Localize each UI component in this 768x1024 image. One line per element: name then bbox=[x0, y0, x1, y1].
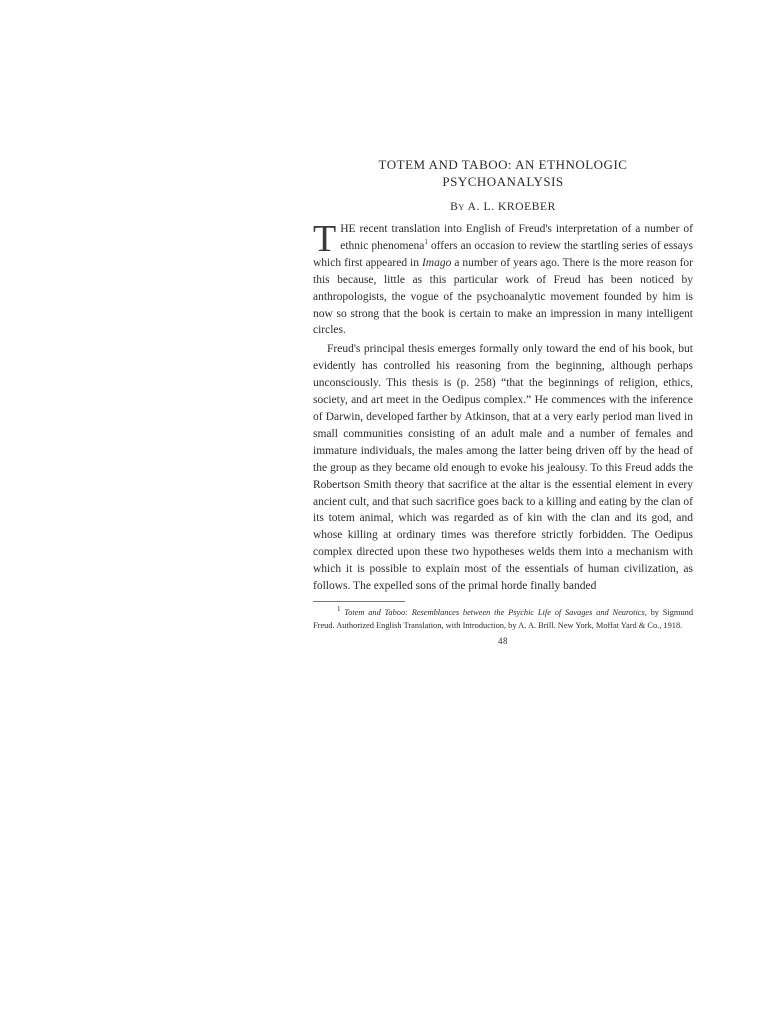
author-name: A. L. KROEBER bbox=[467, 201, 556, 213]
footnote-marker: 1 bbox=[424, 238, 428, 247]
body-text bbox=[313, 218, 693, 595]
drop-cap: T bbox=[313, 218, 337, 260]
author-line bbox=[313, 199, 693, 215]
paragraph-1 bbox=[313, 218, 693, 339]
title-line-1: TOTEM AND TABOO: AN ETHNOLOGIC bbox=[378, 157, 628, 172]
footnote bbox=[313, 606, 693, 632]
article-title bbox=[313, 156, 693, 190]
page-number: 48 bbox=[498, 635, 508, 646]
footnote-rule bbox=[313, 601, 405, 602]
paragraph-1-part-1: HE recent translation into English of Freud's interpretation of a number of ethnic phenomena bbox=[340, 223, 693, 252]
title-line-2: PSYCHOANALYSIS bbox=[442, 174, 564, 189]
footnote-number: 1 bbox=[337, 605, 341, 614]
journal-name: Imago bbox=[421, 256, 452, 269]
author-prefix: By bbox=[450, 201, 465, 213]
footnote-text: by Sigmund Freud. Authorized English Translation, with Introduction, by A. A. Brill. New York, Moffat Yard & Co., 1918. bbox=[313, 607, 694, 630]
page bbox=[313, 156, 693, 646]
paragraph-1-part-2: offers an occasion to review the startling series of essays which first appeared in bbox=[313, 239, 693, 269]
paragraph-1-part-3: a number of years ago. There is the more reason for this because, little as this particular work of Freud has been noticed by anthropologists, the vogue of the psychoanalytic movement founded by him is now so strong that the book is certain to make an impression in many intelligent circles. bbox=[313, 256, 693, 337]
paragraph-2: Freud's principal thesis emerges formally only toward the end of his book, but evidently has controlled his reasoning from the beginning, although perhaps unconsciously. This thesis is (p. 258) “that the beginnings of religion, ethics, society, and art meet in the Oedipus complex.” He commences with the inference of Darwin, developed farther by Atkinson, that at a very early period man lived in small communities consisting of an adult male and a number of females and immature individuals, the males among the latter being driven off by the head of the group as they became old enough to evoke his jealousy. To this Freud adds the Robertson Smith theory that sacrifice at the altar is the essential element in every ancient cult, and that such sacrifice goes back to a killing and eating by the clan of its totem animal, which was regarded as of kin with the clan and its god, and whose killing at ordinary times was therefore strictly forbidden. The Oedipus complex directed upon these two hypotheses welds them into a mechanism with which it is possible to explain most of the essentials of human civilization, as follows. The expelled sons of the primal horde finally banded bbox=[313, 343, 693, 593]
footnote-book-title: Totem and Taboo: Resemblances between the Psychic Life of Savages and Neurotics, bbox=[344, 607, 647, 617]
